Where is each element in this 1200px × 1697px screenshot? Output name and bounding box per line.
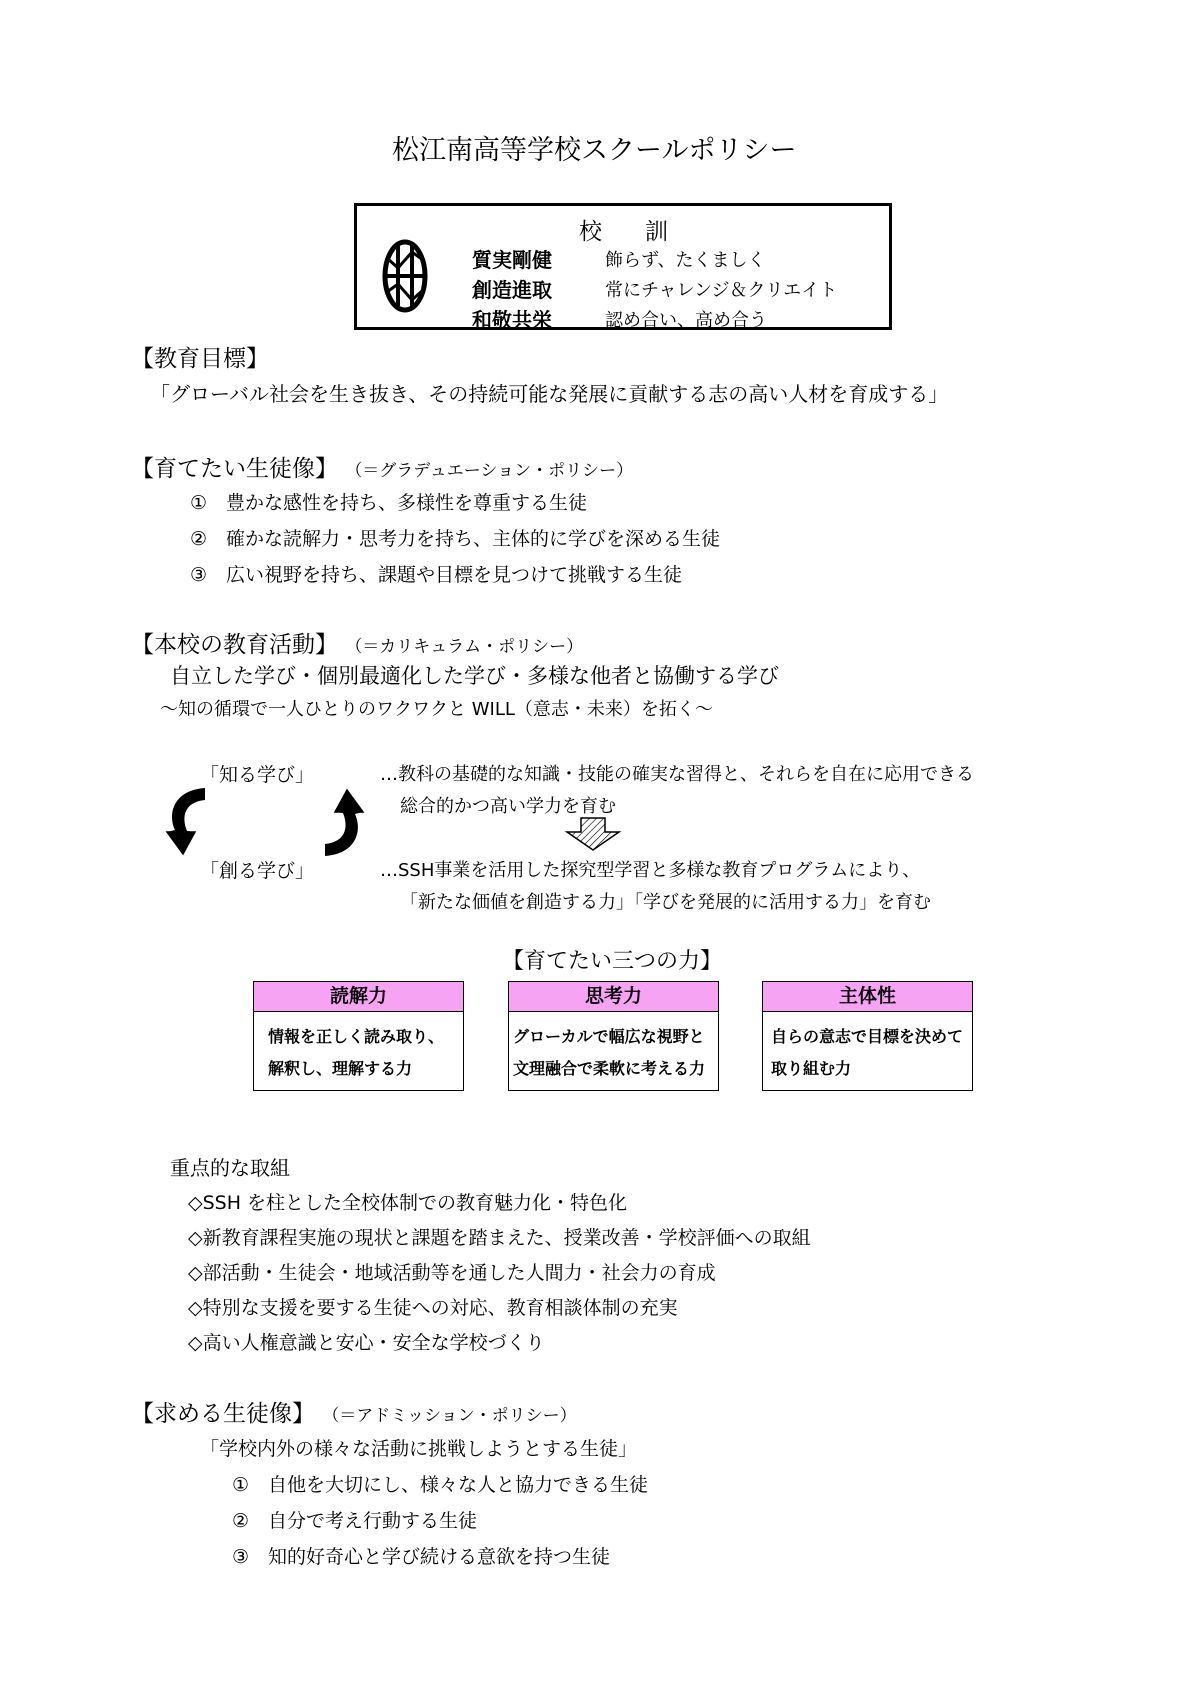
admission-note: （＝アドミッション・ポリシー）: [322, 1406, 577, 1426]
goal-heading: 【教育目標】: [131, 346, 269, 372]
admission-heading-text: 【求める生徒像】: [131, 1401, 315, 1427]
curriculum-note: （＝カリキュラム・ポリシー）: [345, 637, 584, 657]
power-box-reading: [253, 981, 464, 1091]
create-learning-desc: …SSH事業を活用した探究型学習と多様な教育プログラムにより、: [380, 860, 921, 881]
graduation-item: ③ 広い視野を持ち、課題や目標を見つけて挑戦する生徒: [190, 564, 683, 586]
admission-heading: [131, 1395, 577, 1428]
admission-item: ① 自他を大切にし、様々な人と協力できる生徒: [232, 1474, 649, 1496]
focus-item: ◇部活動・生徒会・地域活動等を通した人間力・社会力の育成: [188, 1262, 716, 1284]
curriculum-lead: 自立した学び・個別最適化した学び・多様な他者と協働する学び: [170, 664, 779, 688]
power-title: 主体性: [763, 982, 972, 1012]
motto-key: 創造進取: [472, 278, 552, 302]
know-learning-desc: …教科の基礎的な知識・技能の確実な習得と、それらを自在に応用できる: [380, 764, 974, 785]
focus-item: ◇新教育課程実施の現状と課題を踏まえた、授業改善・学校評価への取組: [188, 1227, 811, 1249]
focus-item: ◇特別な支援を要する生徒への対応、教育相談体制の充実: [188, 1297, 678, 1319]
graduation-note: （＝グラデュエーション・ポリシー）: [345, 461, 634, 481]
know-learning-label: 「知る学び」: [200, 764, 315, 786]
powers-heading: 【育てたい三つの力】: [502, 949, 723, 974]
goal-text: 「グローバル社会を生き抜き、その持続可能な発展に貢献する志の高い人材を育成する」: [150, 382, 949, 406]
create-learning-label: 「創る学び」: [200, 860, 315, 882]
curriculum-sub: ～知の循環で一人ひとりのワクワクと WILL（意志・未来）を拓く～: [160, 699, 713, 720]
page-title: 松江南高等学校スクールポリシー: [392, 135, 797, 166]
graduation-heading-text: 【育てたい生徒像】: [131, 456, 338, 482]
graduation-item: ① 豊かな感性を持ち、多様性を尊重する生徒: [190, 492, 588, 514]
power-box-initiative: [762, 981, 973, 1091]
motto-value: 認め合い、高め合う: [605, 310, 767, 331]
power-title: 読解力: [254, 982, 463, 1012]
down-arrow-icon: [563, 816, 623, 852]
power-desc: 文理融合で柔軟に考える力: [513, 1059, 706, 1078]
focus-item: ◇高い人権意識と安心・安全な学校づくり: [188, 1332, 545, 1354]
cycle-arrows-icon: [165, 782, 365, 862]
motto-value: 常にチャレンジ＆クリエイト: [605, 280, 838, 301]
curriculum-heading: [131, 626, 583, 659]
power-title: 思考力: [509, 982, 718, 1012]
curriculum-heading-text: 【本校の教育活動】: [131, 632, 338, 658]
know-learning-desc: 総合的かつ高い学力を育む: [400, 796, 616, 817]
power-desc: 取り組む力: [771, 1059, 852, 1078]
motto-heading: 校 訓: [579, 219, 678, 245]
focus-heading: 重点的な取組: [170, 1156, 290, 1180]
motto-key: 和敬共栄: [472, 308, 552, 332]
school-emblem-icon: [381, 238, 429, 314]
power-desc: 情報を正しく読み取り、: [268, 1027, 445, 1046]
motto-value: 飾らず、たくましく: [605, 250, 766, 271]
motto-box: [354, 203, 892, 330]
graduation-heading: [131, 450, 633, 483]
admission-item: ③ 知的好奇心と学び続ける意欲を持つ生徒: [232, 1546, 611, 1568]
admission-lead: 「学校内外の様々な活動に挑戦しようとする生徒」: [200, 1438, 638, 1460]
admission-item: ② 自分で考え行動する生徒: [232, 1510, 478, 1532]
power-box-thinking: [508, 981, 719, 1091]
power-desc: 解釈し、理解する力: [268, 1059, 413, 1078]
power-desc: 自らの意志で目標を決めて: [771, 1027, 964, 1046]
motto-key: 質実剛健: [472, 248, 552, 272]
power-desc: グローカルで幅広な視野と: [513, 1027, 705, 1046]
focus-item: ◇SSH を柱とした全校体制での教育魅力化・特色化: [188, 1192, 628, 1214]
graduation-item: ② 確かな読解力・思考力を持ち、主体的に学びを深める生徒: [190, 528, 721, 550]
create-learning-desc: 「新たな価値を創造する力」「学びを発展的に活用する力」を育む: [400, 892, 931, 913]
